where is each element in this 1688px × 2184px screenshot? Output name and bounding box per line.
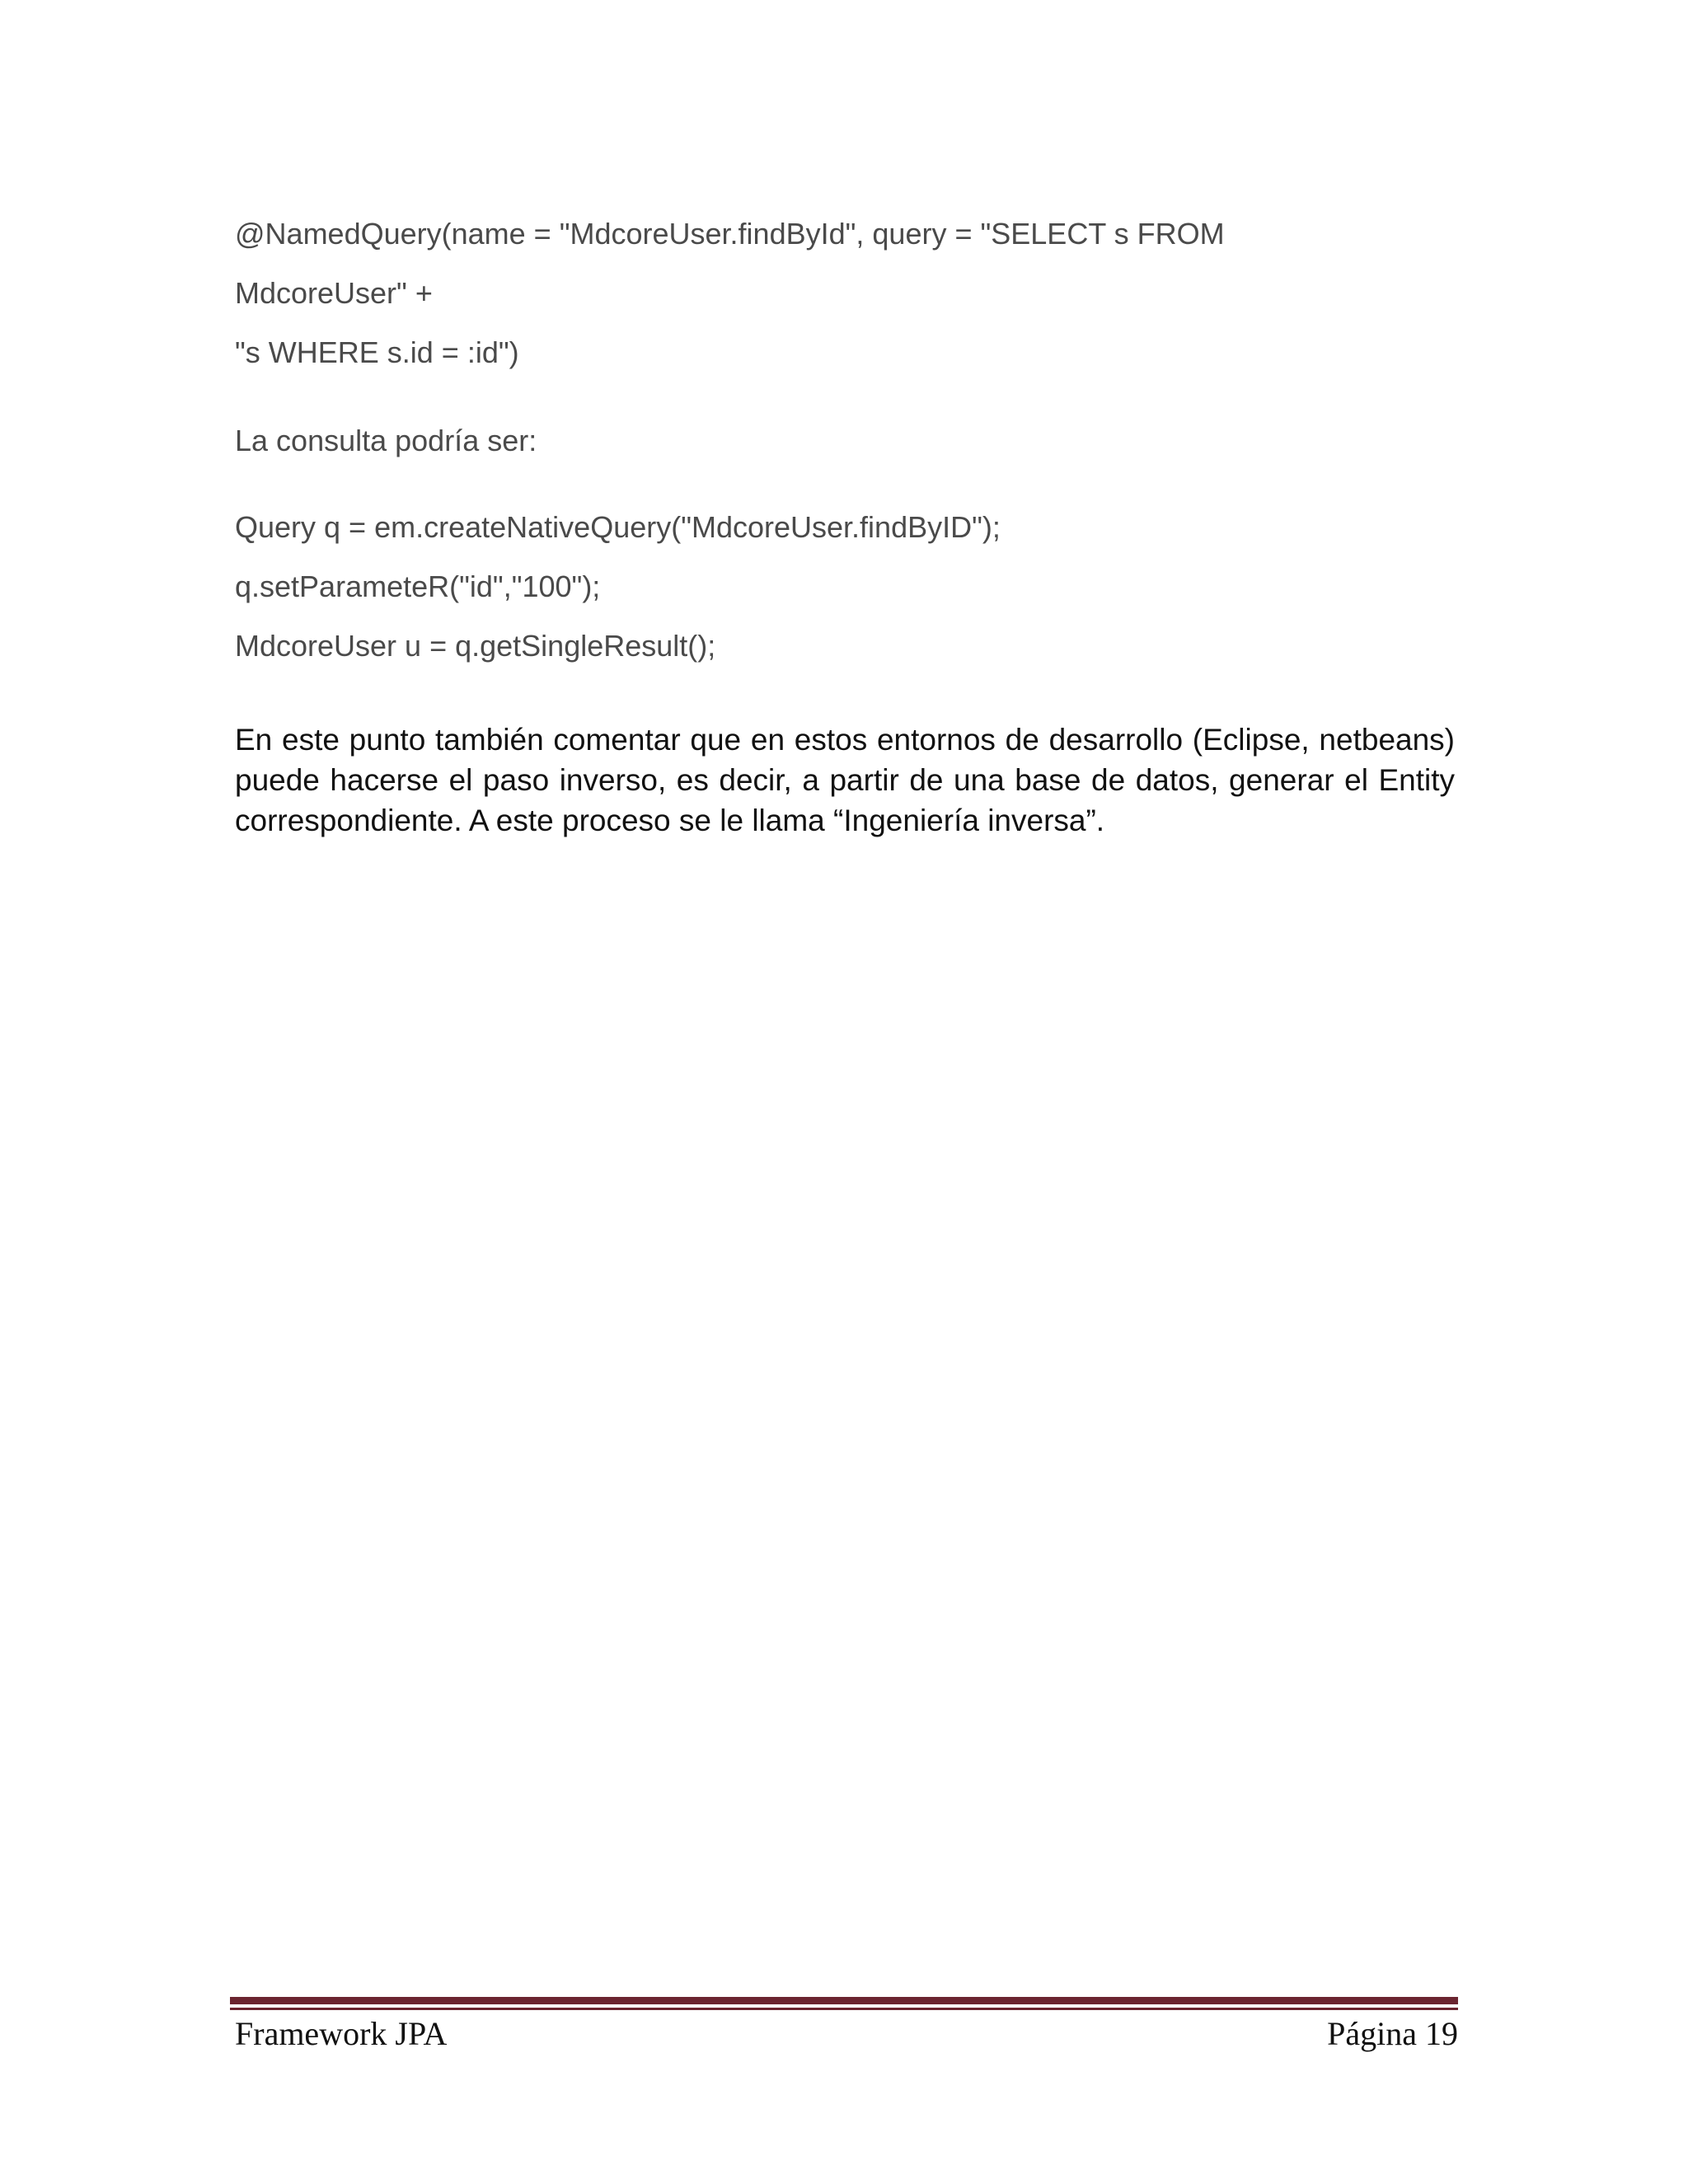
intro-text: La consulta podría ser:	[235, 424, 537, 457]
footer-rule-thick	[230, 1997, 1458, 2004]
query-code-line-1: Query q = em.createNativeQuery("MdcoreUser.findByID");	[235, 510, 1001, 544]
body-paragraph: En este punto también comentar que en estos entornos de desarrollo (Eclipse, netbeans) puede hacerse el paso inverso, es decir, a partir de una base de datos, generar el Entity correspondiente. A este proceso se le llama “Ingeniería inversa”.	[235, 723, 1455, 837]
named-query-line-3: "s WHERE s.id = :id")	[235, 335, 519, 369]
footer-rule-thin	[230, 2008, 1458, 2010]
query-code-line-2: q.setParameteR("id","100");	[235, 569, 601, 603]
footer-page-number: Página 19	[1327, 2015, 1458, 2052]
named-query-line-1: @NamedQuery(name = "MdcoreUser.findById", query = "SELECT s FROM	[235, 217, 1225, 251]
footer-title: Framework JPA	[235, 2015, 448, 2052]
named-query-line-2: MdcoreUser" +	[235, 276, 433, 310]
query-code-line-3: MdcoreUser u = q.getSingleResult();	[235, 629, 716, 663]
